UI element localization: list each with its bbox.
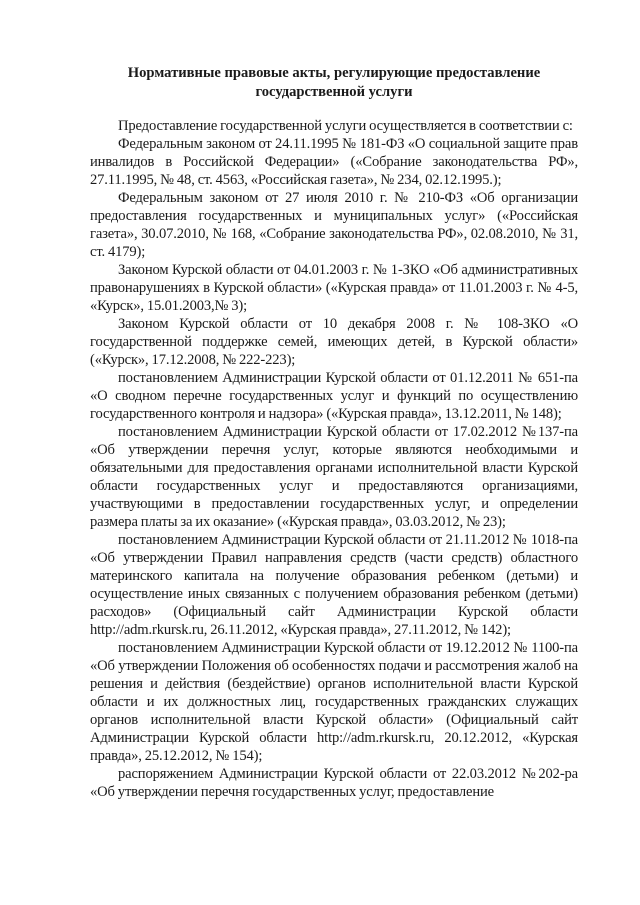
document-title: Нормативные правовые акты, регулирующие предоставление государственной услуги [127, 65, 541, 100]
paragraph-intro: Предоставление государственной услуги осуществляется в соответствии с: [118, 118, 573, 134]
document-body [90, 117, 578, 801]
paragraph-federal-law-210: Федеральным законом от 27 июля 2010 г. № 210-ФЗ «Об организации предоставления государственных и муниципальных услуг» («Российская газета», 30.07.2010, № 168, «Собрание законодательства РФ», 02.08.2010, № 31, ст. 4179); [90, 190, 578, 260]
paragraph-resolution-651: постановлением Администрации Курской области от 01.12.2011 № 651-па «О сводном перечне государственных услуг и функций по осуществлению государственного контроля и надзора» («Курская правда», 13.12.2011, № 148); [90, 370, 578, 422]
paragraph-kursk-law-1-zko: Законом Курской области от 04.01.2003 г. № 1-ЗКО «Об административных правонарушениях в Курской области» («Курская правда» от 11.01.2003 г. № 4-5, «Курск», 15.01.2003,№ 3); [90, 262, 578, 314]
paragraph-resolution-1018: постановлением Администрации Курской области от 21.11.2012 № 1018-па «Об утверждении Правил направления средств (части средств) областного материнского капитала на получение образования ребенком (детьми) и осуществление иных связанных с получением образования ребенком (детьми) расходов» (Официальный сайт Администрации Курской области http://adm.rkursk.ru, 26.11.2012, «Курская правда», 27.11.2012, № 142); [90, 532, 578, 638]
paragraph-kursk-law-108-zko: Законом Курской области от 10 декабря 2008 г. № 108-ЗКО «О государственной поддержке семей, имеющих детей, в Курской области» («Курск», 17.12.2008, № 222-223); [90, 316, 578, 368]
paragraph-resolution-1100: постановлением Администрации Курской области от 19.12.2012 № 1100-па «Об утверждении Положения об особенностях подачи и рассмотрения жалоб на решения и действия (бездействие) органов исполнительной власти Курской области и их должностных лиц, государственных гражданских служащих органов исполнительной власти Курской области» (Официальный сайт Администрации Курской области http://adm.rkursk.ru, 20.12.2012, «Курская правда», 25.12.2012, № 154); [90, 640, 578, 764]
paragraph-resolution-137: постановлением Администрации Курской области от 17.02.2012 №137-па «Об утверждении перечня услуг, которые являются необходимыми и обязательными для предоставления органами исполнительной власти Курской области государственных услуг и предоставляются организациями, участвующими в предоставлении государственных услуг, и определении размера платы за их оказание» («Курская правда», 03.03.2012, № 23); [90, 424, 578, 530]
paragraph-order-202: распоряжением Администрации Курской области от 22.03.2012 №202-ра «Об утверждении перечня государственных услуг, предоставление [90, 766, 578, 800]
paragraph-federal-law-181: Федеральным законом от 24.11.1995 № 181-ФЗ «О социальной защите прав инвалидов в Российской Федерации» («Собрание законодательства РФ», 27.11.1995, № 48, ст. 4563, «Российская газета», № 234, 02.12.1995.); [90, 136, 578, 188]
